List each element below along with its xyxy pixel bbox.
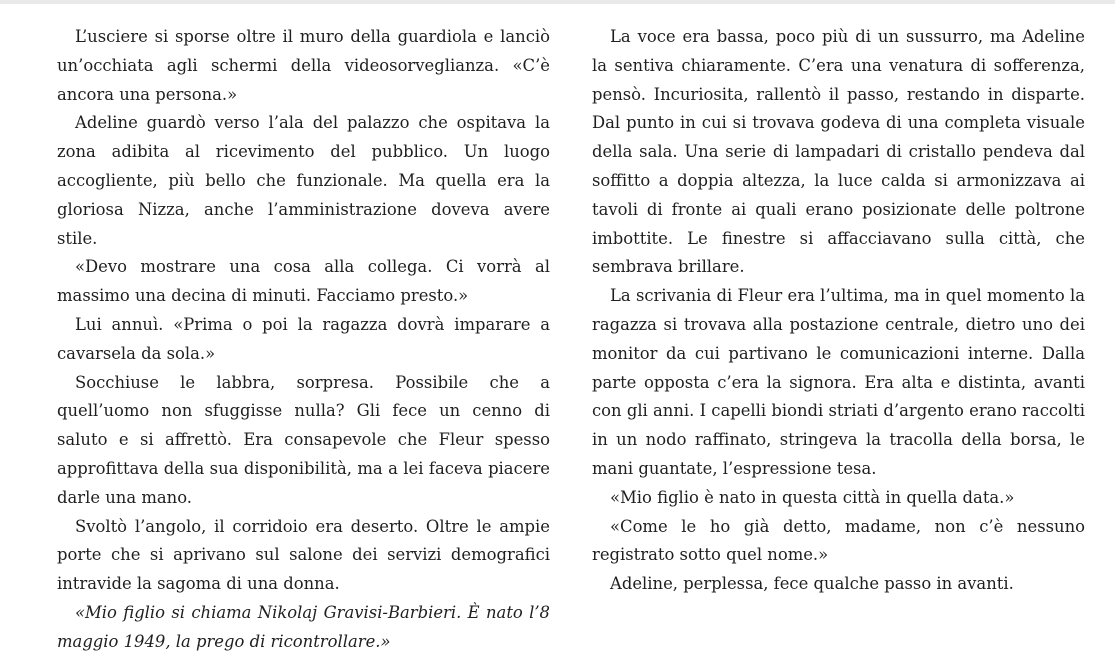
paragraph: Adeline, perplessa, fece qualche passo in avanti. bbox=[610, 574, 1014, 594]
paragraph: «Mio figlio è nato in questa città in quella data.» bbox=[610, 487, 1015, 507]
paragraph: Lui annuì. «Prima o poi la ragazza dovrà imparare a cavarsela da sola.» bbox=[57, 314, 550, 363]
paragraph: Svoltò l’angolo, il corridoio era deserto. Oltre le ampie porte che si aprivano sul salone dei servizi demografici intravide la sagoma di una donna. bbox=[57, 516, 550, 594]
paragraph: Socchiuse le labbra, sorpresa. Possibile che a quell’uomo non sfuggisse nulla? Gli fece un cenno di saluto e si affrettò. Era consapevole che Fleur spesso approfittava della sua disponibilità, ma a lei faceva piacere darle una mano. bbox=[57, 372, 550, 507]
paragraph: La voce era bassa, poco più di un sussurro, ma Adeline la sentiva chiaramente. C’era una venatura di sofferenza, pensò. Incuriosita, rallentò il passo, restando in disparte. Dal punto in cui si trovava godeva di una completa visuale della sala. Una serie di lampadari di cristallo pendeva dal soffitto a doppia altezza, la luce calda si armonizzava ai tavoli di fronte ai quali erano posizionate delle poltrone imbottite. Le finestre si affacciavano sulla città, che sembrava brillare. bbox=[592, 27, 1085, 277]
top-divider bbox=[0, 0, 1115, 4]
italic-paragraph: «Mio figlio si chiama Nikolaj Gravisi-Barbieri. È nato l’8 maggio 1949, la prego di ricontrollare.» bbox=[57, 602, 550, 651]
paragraph: L’usciere si sporse oltre il muro della guardiola e lanciò un’occhiata agli schermi della videosorveglianza. «C’è ancora una persona.» bbox=[57, 27, 550, 104]
left-text-column bbox=[57, 23, 550, 657]
paragraph: «Devo mostrare una cosa alla collega. Ci vorrà al massimo una decina di minuti. Facciamo presto.» bbox=[57, 257, 550, 306]
right-text-column bbox=[592, 23, 1085, 599]
paragraph: La scrivania di Fleur era l’ultima, ma in quel momento la ragazza si trovava alla postazione centrale, dietro uno dei monitor da cui partivano le comunicazioni interne. Dalla parte opposta c’era la signora. Era alta e distinta, avanti con gli anni. I capelli biondi striati d’argento erano raccolti in un nodo raffinato, stringeva la tracolla della borsa, le mani guantate, l’espressione tesa. bbox=[592, 286, 1085, 478]
paragraph: «Come le ho già detto, madame, non c’è nessuno registrato sotto quel nome.» bbox=[592, 516, 1085, 565]
paragraph: Adeline guardò verso l’ala del palazzo che ospitava la zona adibita al ricevimento del pubblico. Un luogo accogliente, più bello che funzionale. Ma quella era la gloriosa Nizza, anche l’amministrazione doveva avere stile. bbox=[57, 113, 550, 248]
